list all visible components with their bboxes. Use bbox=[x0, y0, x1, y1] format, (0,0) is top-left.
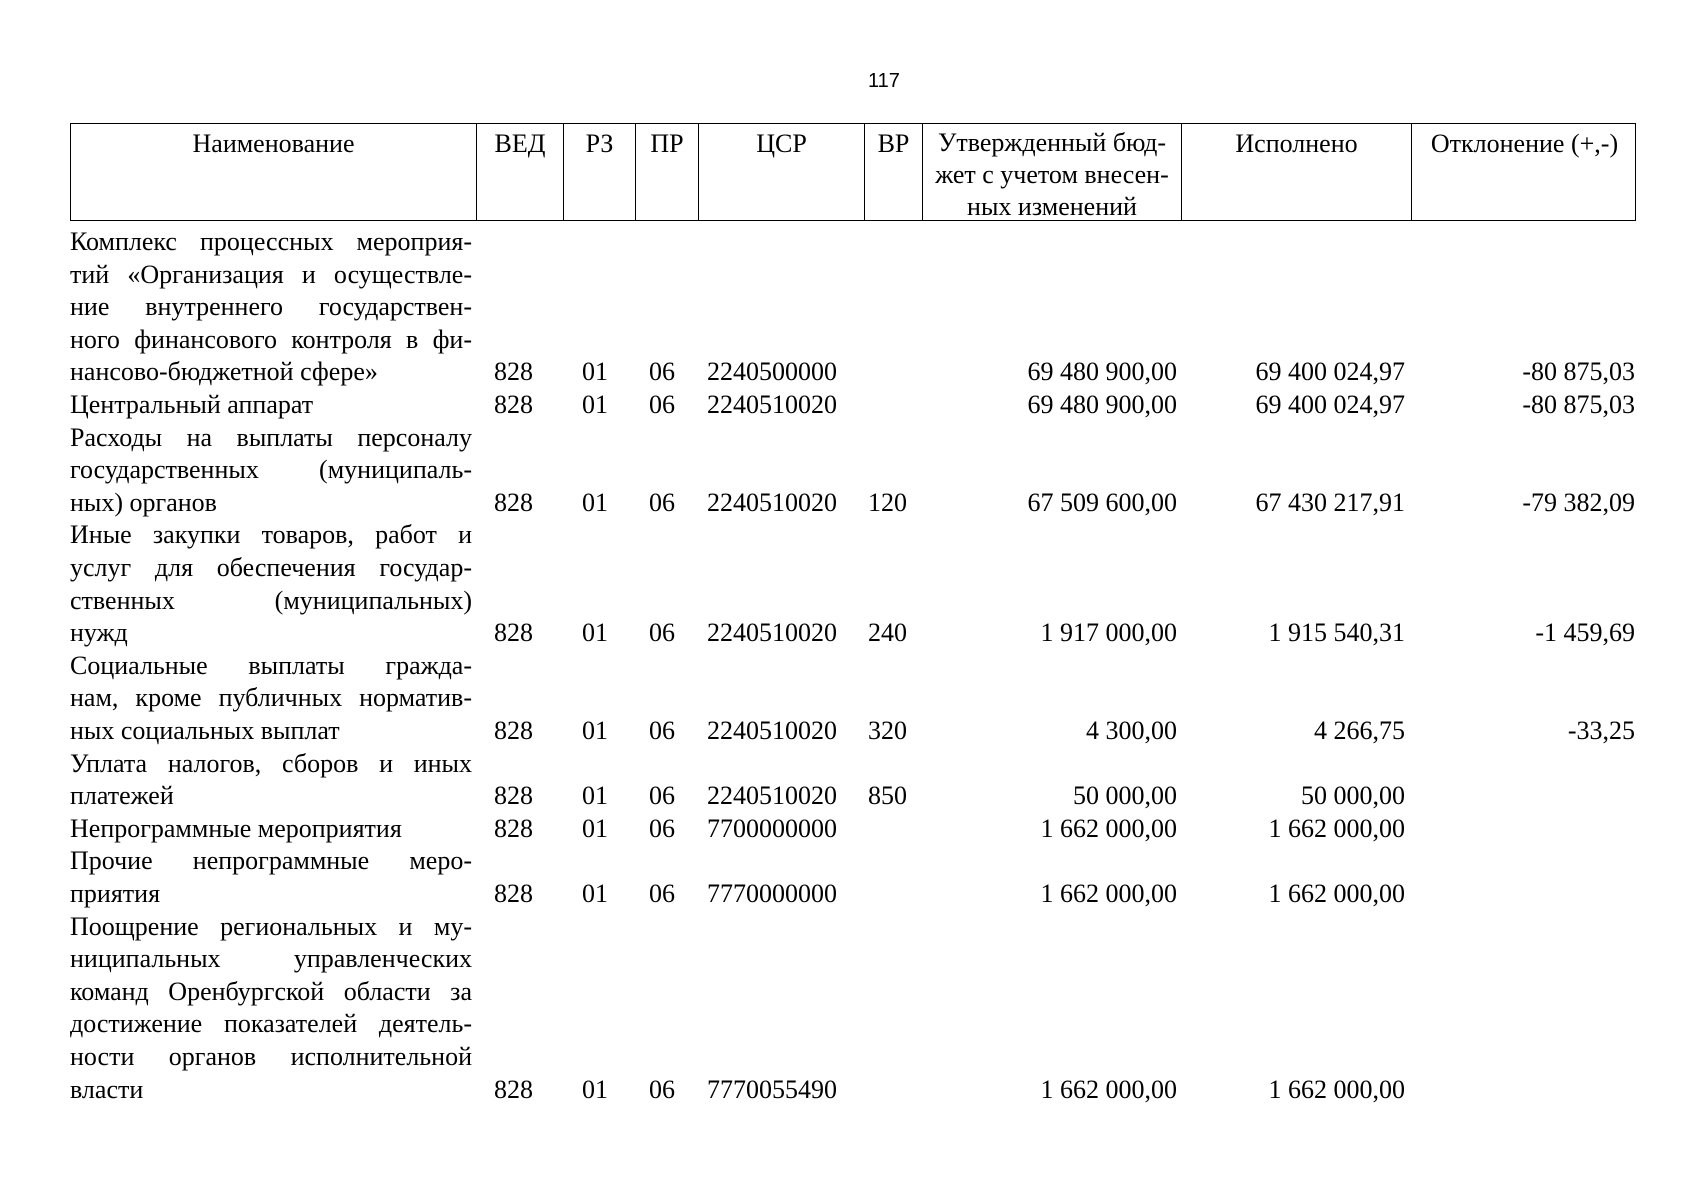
row-ved: 828 bbox=[494, 813, 533, 843]
row-executed: 1 662 000,00 bbox=[1268, 1074, 1405, 1104]
row-ved: 828 bbox=[494, 390, 533, 419]
row-rz: 01 bbox=[582, 813, 608, 843]
row-name-line: Центральный аппарат bbox=[70, 390, 314, 419]
row-executed: 69 400 024,97 bbox=[1255, 390, 1405, 419]
row-deviation: -80 875,03 bbox=[1522, 357, 1635, 387]
row-name-line: платежей bbox=[70, 781, 174, 811]
row-pr: 06 bbox=[649, 618, 675, 648]
row-executed: 1 662 000,00 bbox=[1268, 813, 1405, 843]
page-number: 117 bbox=[868, 70, 900, 92]
row-pr: 06 bbox=[649, 716, 675, 745]
header-vr: ВР bbox=[864, 124, 922, 220]
row-budget: 1 662 000,00 bbox=[1040, 1074, 1177, 1104]
row-name-line: ных) органов bbox=[70, 487, 217, 517]
row-budget: 1 917 000,00 bbox=[1040, 618, 1177, 648]
header-budget bbox=[922, 124, 1181, 220]
row-name-line: Поощрение региональных и му- bbox=[70, 911, 472, 941]
row-pr: 06 bbox=[649, 390, 675, 419]
row-name-line: Прочие непрограммные меро- bbox=[70, 846, 472, 876]
table-row bbox=[0, 813, 1697, 846]
header-rz: РЗ bbox=[563, 124, 635, 220]
row-name-line: ности органов исполнительной bbox=[70, 1041, 472, 1071]
row-name-line: власти bbox=[70, 1074, 144, 1104]
table-row bbox=[0, 519, 1697, 649]
row-deviation: -33,25 bbox=[1567, 716, 1635, 745]
row-budget: 4 300,00 bbox=[1086, 716, 1177, 745]
table-row bbox=[0, 422, 1697, 520]
row-budget: 69 480 900,00 bbox=[1027, 357, 1177, 387]
row-vr: 850 bbox=[868, 781, 907, 811]
row-name-line: ние внутреннего государствен- bbox=[70, 292, 472, 322]
row-name-line: нужд bbox=[70, 618, 128, 648]
header-csr: ЦСР bbox=[698, 124, 864, 220]
table-row bbox=[0, 845, 1697, 910]
row-rz: 01 bbox=[582, 487, 608, 517]
row-csr: 7700000000 bbox=[707, 813, 837, 843]
row-name bbox=[70, 422, 472, 520]
row-name-line: достижение показателей деятель- bbox=[70, 1009, 472, 1039]
row-pr: 06 bbox=[649, 813, 675, 843]
row-name-line: тий «Организация и осуществле- bbox=[70, 259, 472, 289]
table-row bbox=[0, 226, 1697, 389]
row-name-line: ниципальных управленческих bbox=[70, 944, 472, 974]
header-budget-line3: ных изменений bbox=[967, 192, 1137, 221]
row-name-line: услуг для обеспечения государ- bbox=[70, 552, 472, 582]
row-name-line: Непрограммные мероприятия bbox=[70, 813, 402, 843]
table-row bbox=[0, 748, 1697, 813]
table-row bbox=[0, 650, 1697, 748]
row-name bbox=[70, 389, 472, 422]
row-rz: 01 bbox=[582, 878, 608, 908]
row-ved: 828 bbox=[494, 716, 533, 745]
row-pr: 06 bbox=[649, 487, 675, 517]
row-csr: 2240510020 bbox=[707, 716, 837, 745]
row-name bbox=[70, 650, 472, 748]
row-executed: 1 915 540,31 bbox=[1268, 618, 1405, 648]
row-name-line: ственных (муниципальных) bbox=[70, 585, 472, 615]
row-name bbox=[70, 519, 472, 649]
row-pr: 06 bbox=[649, 357, 675, 387]
row-csr: 2240510020 bbox=[707, 618, 837, 648]
row-name bbox=[70, 845, 472, 910]
row-csr: 7770000000 bbox=[707, 878, 837, 908]
row-ved: 828 bbox=[494, 1074, 533, 1104]
row-csr: 7770055490 bbox=[707, 1074, 837, 1104]
row-executed: 67 430 217,91 bbox=[1255, 487, 1405, 517]
row-name-line: ных социальных выплат bbox=[70, 715, 340, 745]
row-name-line: нам, кроме публичных норматив- bbox=[70, 683, 472, 713]
row-ved: 828 bbox=[494, 781, 533, 811]
row-executed: 1 662 000,00 bbox=[1268, 878, 1405, 908]
row-name bbox=[70, 911, 472, 1107]
row-name-line: Расходы на выплаты персоналу bbox=[70, 422, 472, 452]
table-row bbox=[0, 389, 1697, 422]
row-name-line: нансово-бюджетной сфере» bbox=[70, 357, 378, 387]
row-budget: 50 000,00 bbox=[1073, 781, 1177, 811]
row-csr: 2240510020 bbox=[707, 487, 837, 517]
row-deviation: -80 875,03 bbox=[1522, 390, 1635, 419]
row-rz: 01 bbox=[582, 716, 608, 745]
row-csr: 2240510020 bbox=[707, 781, 837, 811]
row-name bbox=[70, 226, 472, 389]
row-pr: 06 bbox=[649, 781, 675, 811]
row-name-line: ного финансового контроля в фи- bbox=[70, 324, 472, 354]
row-deviation: -79 382,09 bbox=[1522, 487, 1635, 517]
row-pr: 06 bbox=[649, 878, 675, 908]
row-executed: 4 266,75 bbox=[1314, 716, 1405, 745]
header-budget-line2: жет с учетом внесен- bbox=[935, 160, 1169, 189]
row-executed: 50 000,00 bbox=[1301, 781, 1405, 811]
row-vr: 240 bbox=[868, 618, 907, 648]
row-name-line: Комплекс процессных мероприя- bbox=[70, 227, 472, 256]
row-ved: 828 bbox=[494, 618, 533, 648]
row-pr: 06 bbox=[649, 1074, 675, 1104]
row-rz: 01 bbox=[582, 781, 608, 811]
row-name-line: приятия bbox=[70, 878, 161, 908]
table-row bbox=[0, 911, 1697, 1107]
row-name-line: Уплата налогов, сборов и иных bbox=[70, 748, 472, 778]
row-vr: 320 bbox=[868, 716, 907, 745]
header-pr: ПР bbox=[635, 124, 698, 220]
row-vr: 120 bbox=[868, 487, 907, 517]
row-name bbox=[70, 748, 472, 813]
row-rz: 01 bbox=[582, 390, 608, 419]
row-name-line: государственных (муниципаль- bbox=[70, 455, 472, 485]
row-ved: 828 bbox=[494, 357, 533, 387]
row-ved: 828 bbox=[494, 878, 533, 908]
row-budget: 1 662 000,00 bbox=[1040, 878, 1177, 908]
row-name-line: команд Оренбургской области за bbox=[70, 976, 472, 1006]
header-name: Наименование bbox=[192, 129, 355, 158]
row-rz: 01 bbox=[582, 357, 608, 387]
header-budget-line1: Утвержденный бюд- bbox=[937, 128, 1167, 157]
header-deviation: Отклонение (+,-) bbox=[1411, 124, 1637, 220]
row-name-line: Иные закупки товаров, работ и bbox=[70, 520, 472, 550]
row-budget: 69 480 900,00 bbox=[1027, 390, 1177, 419]
row-rz: 01 bbox=[582, 1074, 608, 1104]
header-executed: Исполнено bbox=[1181, 124, 1411, 220]
row-ved: 828 bbox=[494, 487, 533, 517]
row-name bbox=[70, 813, 472, 846]
row-deviation: -1 459,69 bbox=[1535, 618, 1635, 648]
row-rz: 01 bbox=[582, 618, 608, 648]
table-header bbox=[70, 123, 1636, 221]
header-ved: ВЕД bbox=[476, 124, 563, 220]
row-name-line: Социальные выплаты гражда- bbox=[70, 650, 472, 680]
row-executed: 69 400 024,97 bbox=[1255, 357, 1405, 387]
row-csr: 2240500000 bbox=[707, 357, 837, 387]
row-budget: 1 662 000,00 bbox=[1040, 813, 1177, 843]
row-budget: 67 509 600,00 bbox=[1027, 487, 1177, 517]
row-csr: 2240510020 bbox=[707, 390, 837, 419]
